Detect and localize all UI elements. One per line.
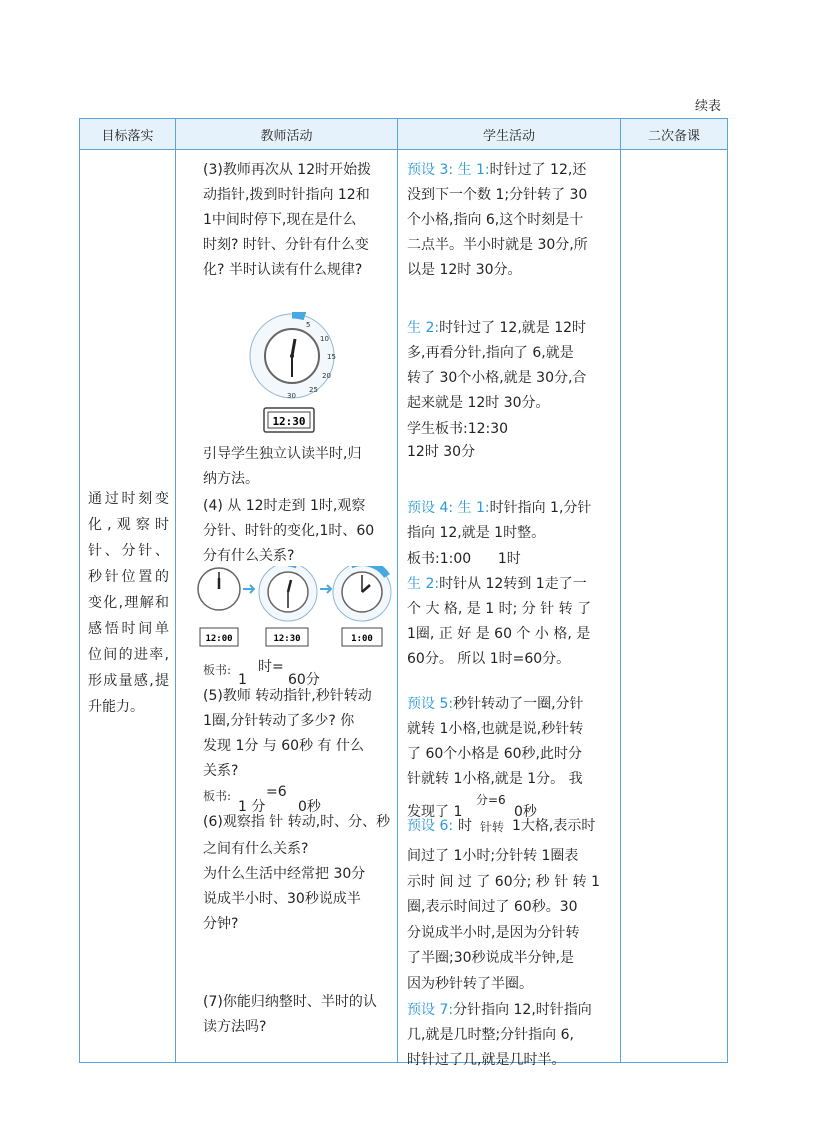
student-preset-7: 预设 7:分针指向 12,时针指向 几,就是几时整;分针指向 6, 时针过了几,就是几时半。	[407, 1002, 592, 1068]
header-goal: 目标落实	[80, 119, 176, 150]
svg-text:20: 20	[322, 372, 331, 380]
student-preset-5: 预设 5:秒针转动了一圈,分针 就转 1小格,也就是说,秒针转 了 60个小格是 60秒,此时分 针就转 1小格,就是 1分。 我	[407, 696, 584, 787]
header-teacher: 教师活动	[176, 119, 398, 150]
clock-icon	[333, 566, 391, 621]
header-student: 学生活动	[398, 119, 621, 150]
header-notes: 二次备课	[621, 119, 728, 150]
svg-text:12:00: 12:00	[205, 634, 233, 644]
goal-cell	[80, 150, 176, 1063]
svg-text:25: 25	[309, 386, 318, 394]
student-preset-3: 预设 3: 生 1:时针过了 12,还 没到下一个数 1;分针转了 30 个小格,指向 6,这个时刻是十 二点半。半小时就是 30分,所 以是 12时 30分。	[407, 162, 588, 278]
clock-icon	[259, 566, 317, 621]
svg-text:1:00: 1:00	[351, 634, 373, 644]
lesson-plan-table	[79, 118, 728, 1068]
student-preset-4: 预设 4: 生 1:时针指向 1,分针 指向 12,就是 1时整。	[407, 500, 592, 541]
arrow-right-icon	[243, 585, 254, 593]
svg-text:15: 15	[327, 353, 336, 361]
svg-text:30: 30	[287, 392, 296, 400]
teacher-step-6: (6)观察指 针 转动,时、分、秒 之间有什么关系? 为什么生活中经常把 30分 说成半小时、30秒说成半 分钟?	[203, 814, 391, 932]
student-preset-4-b: 生 2:时针从 12转到 1走了一 个 大 格, 是 1 时; 分 针 转 了 1圈, 正 好 是 60 个 小 格, 是 60分。 所以 1时=60分。	[407, 576, 592, 667]
continued-label: 续表	[695, 99, 722, 114]
svg-text:5: 5	[306, 321, 311, 329]
teacher-step-3: (3)教师再次从 12时开始拨 动指针,拨到时针指向 12和 1中间时停下,现在是什么 时刻? 时针、分针有什么变 化? 半时认读有什么规律?	[203, 162, 372, 278]
arrow-right-icon	[320, 585, 331, 593]
clock-icon	[248, 312, 344, 436]
teacher-step-4: (4) 从 12时走到 1时,观察 分针、时针的变化,1时、60 分有什么关系?	[203, 498, 375, 564]
teacher-step-3-guide: 引导学生独立认读半时,归 纳方法。	[203, 446, 362, 487]
clock-icon	[198, 568, 240, 610]
table-header-row	[80, 119, 728, 150]
teacher-cell: (3)教师再次从 12时开始拨 动指针,拨到时针指向 12和 1中间时停下,现在是什么 时刻? 时针、分针有什么变 化? 半时认读有什么规律? 5 10 15 20 25 30 12:30 引导学生独立认读半时,归 纳方法。 (4) 从 12时走到 1时,观察 分针、时针的变化,1时、60 分有什么关系? 12:00 12:30 1:00 板书: 时= 1 60分 (5)教师 转动指针,秒针转动 1圈,分针转动了多少? 你 发现 1分 与 60秒 有 什么 关系? 板书: =6 1 分 0秒 (6)观察指 针 转动,时、分、秒 之间有什么关系? 为什么生活中经常把 30分 说成半小时、30秒说成半 分钟? (7)你能归纳整时、半时的认 读方法吗?	[176, 150, 398, 1063]
student-preset-3-b: 生 2:时针过了 12,就是 12时 多,再看分针,指向了 6,就是 转了 30个小格,就是 30分,合 起来就是 12时 30分。	[407, 320, 587, 411]
notes-cell[interactable]	[621, 150, 728, 1063]
digital-clock-readout: 12:30	[272, 415, 306, 428]
student-board-b: 板书:1:00 1时	[407, 551, 521, 567]
goal-text: 通过时刻变化,观察时针、分针、秒针位置的变化,理解和感悟时间单位间的进率,形成量感,提升能力。	[88, 491, 169, 715]
teacher-step-7: (7)你能归纳整时、半时的认 读方法吗?	[203, 994, 377, 1035]
svg-text:12:30: 12:30	[273, 634, 301, 644]
clock-sequence	[196, 566, 396, 650]
table-body-row	[80, 150, 728, 1063]
student-cell: 预设 3: 生 1:时针过了 12,还 没到下一个数 1;分针转了 30 个小格,指向 6,这个时刻是十 二点半。半小时就是 30分,所 以是 12时 30分。 生 2:时针过了 12,就是 12时 多,再看分针,指向了 6,就是 转了 30个小格,就是 30分,合 起来就是 12时 30分。 学生板书:12:30 12时 30分 预设 4: 生 1:时针指向 1,分针 指向 12,就是 1时整。 板书:1:00 1时 生 2:时针从 12转到 1走了一 个 大 格, 是 1 时; 分 针 转 了 1圈, 正 好 是 60 个 小 格, 是 60分。 所以 1时=60分。 预设 5:秒针转动了一圈,分针 就转 1小格,也就是说,秒针转 了 60个小格是 60秒,此时分 针就转 1小格,就是 1分。 我 发现了 1 分=6 0秒 预设 6: 时 针转 1大格,表示时 间过了 1小时;分针转 1圈表 示时 间 过 了 60分; 秒 针 转 1 圈,表示时间过了 60秒。30 分说成半小时,是因为分针转 了半圈;30秒说成半分钟,是 因为秒针转了半圈。 预设 7:分针指向 12,时针指向 几,就是几时整;分针指向 6, 时针过了几,就是几时半。	[398, 150, 621, 1063]
svg-text:10: 10	[320, 335, 329, 343]
student-board-a: 学生板书:12:30 12时 30分	[407, 421, 509, 460]
teacher-step-5: (5)教师 转动指针,秒针转动 1圈,分针转动了多少? 你 发现 1分 与 60秒 有 什么 关系?	[203, 688, 372, 779]
